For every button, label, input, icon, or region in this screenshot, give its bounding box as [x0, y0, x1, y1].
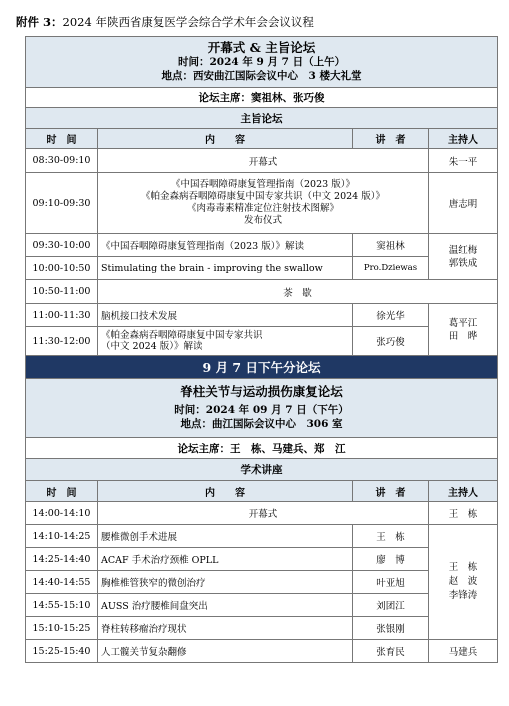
chair-cell: 唐志明 [429, 173, 498, 234]
table-row [26, 304, 498, 327]
morning-time: 时间：2024 年 9 月 7 日（上午） [177, 56, 346, 68]
time-cell: 14:25-14:40 [26, 548, 98, 571]
content-line: （中文 2024 版）》解读 [101, 341, 203, 352]
chair-cell [429, 234, 498, 280]
content-line: 《帕金森病吞咽障碍康复中国专家共识（中文 2024 版）》 [141, 191, 385, 202]
morning-hosts: 论坛主席：窦祖林、张巧俊 [26, 88, 498, 108]
chair-cell: 马建兵 [429, 640, 498, 663]
afternoon-hosts: 论坛主席：王 栋、马建兵、郑 江 [26, 438, 498, 459]
table-row [26, 548, 498, 571]
table-row [26, 280, 498, 304]
afternoon-time: 时间：2024 年 09 月 7 日（下午） [174, 404, 349, 416]
chair-name: 郭铁成 [448, 257, 478, 269]
col-content: 内 容 [98, 129, 353, 149]
chair-name: 温红梅 [448, 244, 478, 256]
speaker-cell: 窦祖林 [353, 234, 429, 257]
time-cell: 10:50-11:00 [26, 280, 98, 304]
afternoon-banner-row [26, 356, 498, 379]
title-text: 2024 年陕西省康复医学会综合学术年会会议议程 [62, 15, 314, 29]
column-header-row [26, 481, 498, 502]
content-cell [98, 327, 353, 356]
time-cell: 09:10-09:30 [26, 173, 98, 234]
time-cell: 14:10-14:25 [26, 525, 98, 548]
col-content: 内 容 [98, 481, 353, 502]
content-cell: 开幕式 [98, 149, 429, 173]
afternoon-header [26, 379, 498, 438]
time-cell: 08:30-09:10 [26, 149, 98, 173]
table-row [26, 173, 498, 234]
speaker-cell: 张银刚 [353, 617, 429, 640]
attachment-label: 附件 3： [16, 15, 63, 29]
morning-header [26, 37, 498, 88]
chair-cell: 王 栋 [429, 502, 498, 525]
table-row [26, 234, 498, 257]
col-time: 时 间 [26, 129, 98, 149]
content-cell: 人工髋关节复杂翻修 [98, 640, 353, 663]
chair-cell [429, 304, 498, 356]
morning-title: 开幕式 & 主旨论坛 [207, 40, 316, 55]
content-cell: 胸椎椎管狭窄的微创治疗 [98, 571, 353, 594]
table-row [26, 640, 498, 663]
speaker-cell: Pro.Dziewas [353, 257, 429, 280]
content-cell: ACAF 手术治疗颈椎 OPLL [98, 548, 353, 571]
table-row [26, 502, 498, 525]
content-line: 《帕金森病吞咽障碍康复中国专家共识 [101, 329, 263, 341]
content-cell: Stimulating the brain - improving the swallow [98, 257, 353, 280]
speaker-cell: 刘团江 [353, 594, 429, 617]
time-cell: 14:00-14:10 [26, 502, 98, 525]
content-line: 《肉毒毒素精准定位注射技术图解》 [186, 203, 339, 214]
morning-place: 地点：西安曲江国际会议中心 3 楼大礼堂 [161, 70, 362, 82]
content-line: 《中国吞咽障碍康复管理指南（2023 版）》 [171, 179, 355, 190]
morning-hosts-row [26, 88, 498, 108]
time-cell: 14:40-14:55 [26, 571, 98, 594]
time-cell: 09:30-10:00 [26, 234, 98, 257]
content-cell: AUSS 治疗腰椎间盘突出 [98, 594, 353, 617]
chair-name: 李锋涛 [448, 590, 478, 601]
time-cell: 11:00-11:30 [26, 304, 98, 327]
morning-section-row [26, 108, 498, 129]
chair-cell [429, 525, 498, 640]
schedule-table [25, 36, 498, 663]
document-title [16, 14, 314, 30]
table-row [26, 617, 498, 640]
content-cell: 《中国吞咽障碍康复管理指南（2023 版）》解读 [98, 234, 353, 257]
col-speaker: 讲 者 [353, 129, 429, 149]
speaker-cell: 廖 博 [353, 548, 429, 571]
afternoon-section: 学术讲座 [26, 459, 498, 481]
afternoon-place: 地点：曲江国际会议中心 306 室 [180, 418, 343, 430]
content-cell: 脊柱转移瘤治疗现状 [98, 617, 353, 640]
speaker-cell: 徐光华 [353, 304, 429, 327]
table-row [26, 571, 498, 594]
column-header-row [26, 129, 498, 149]
afternoon-hosts-row [26, 438, 498, 459]
content-cell [98, 173, 429, 234]
table-row [26, 594, 498, 617]
table-row [26, 525, 498, 548]
content-line: 发布仪式 [243, 215, 282, 226]
chair-name: 田 晔 [448, 330, 478, 342]
content-cell: 脑机接口技术发展 [98, 304, 353, 327]
speaker-cell: 叶亚旭 [353, 571, 429, 594]
speaker-cell: 张巧俊 [353, 327, 429, 356]
speaker-cell: 王 栋 [353, 525, 429, 548]
col-chair: 主持人 [429, 481, 498, 502]
chair-name: 赵 波 [448, 576, 478, 587]
content-cell: 茶 歇 [98, 280, 498, 304]
afternoon-banner: 9 月 7 日下午分论坛 [26, 356, 498, 379]
chair-cell: 朱一平 [429, 149, 498, 173]
morning-section: 主旨论坛 [26, 108, 498, 129]
time-cell: 10:00-10:50 [26, 257, 98, 280]
col-chair: 主持人 [429, 129, 498, 149]
time-cell: 11:30-12:00 [26, 327, 98, 356]
table-row [26, 327, 498, 356]
time-cell: 14:55-15:10 [26, 594, 98, 617]
afternoon-section-row [26, 459, 498, 481]
afternoon-title: 脊柱关节与运动损伤康复论坛 [180, 384, 343, 399]
content-cell: 腰椎微创手术进展 [98, 525, 353, 548]
time-cell: 15:25-15:40 [26, 640, 98, 663]
chair-name: 王 栋 [448, 562, 478, 573]
speaker-cell: 张育民 [353, 640, 429, 663]
table-row [26, 149, 498, 173]
content-cell: 开幕式 [98, 502, 429, 525]
time-cell: 15:10-15:25 [26, 617, 98, 640]
col-speaker: 讲 者 [353, 481, 429, 502]
chair-name: 葛平江 [448, 317, 478, 329]
col-time: 时 间 [26, 481, 98, 502]
table-row [26, 257, 498, 280]
